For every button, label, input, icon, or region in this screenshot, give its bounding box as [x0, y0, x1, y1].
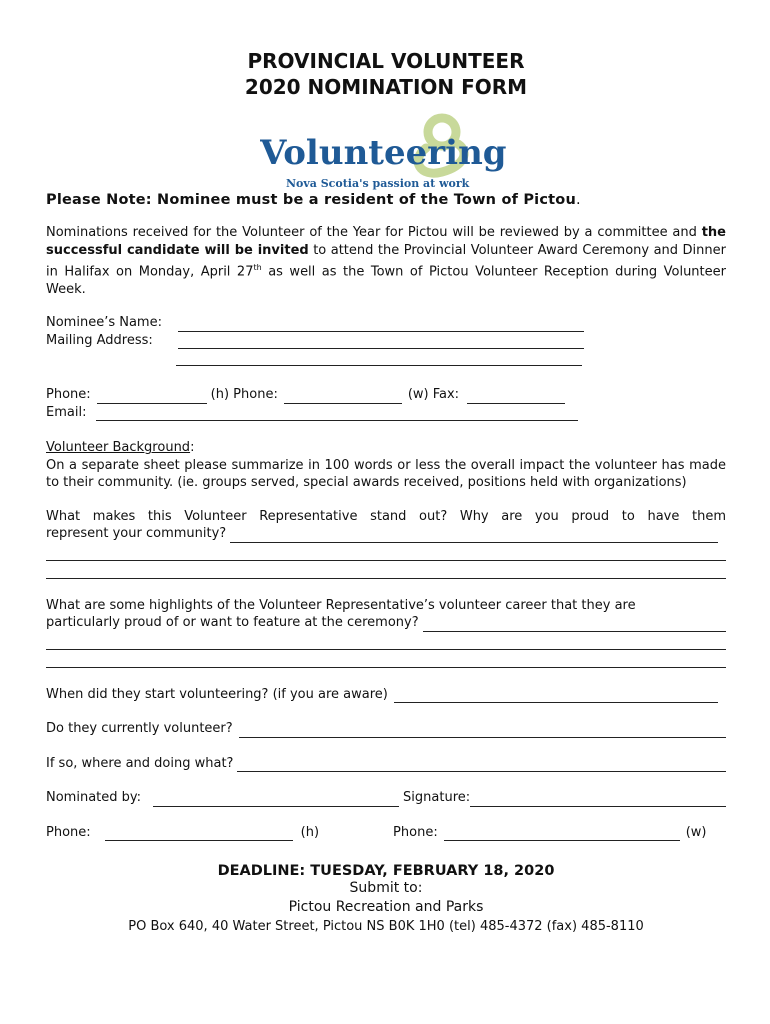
q2-answer-field-3[interactable]	[46, 650, 726, 668]
mailing-address-label: Mailing Address:	[46, 332, 153, 348]
form-page	[46, 48, 726, 936]
question-start	[46, 686, 726, 704]
question-stand-out	[46, 508, 726, 579]
q2-line-1: What are some highlights of the Volunteer Representative’s volunteer career that they are	[46, 597, 636, 613]
nominee-name-field[interactable]	[178, 318, 584, 332]
nominated-by-label: Nominated by:	[46, 790, 142, 806]
q2-answer-field-1[interactable]	[423, 618, 726, 632]
w-label: (w)	[685, 824, 707, 840]
nominator-phone-label: Phone:	[46, 824, 91, 840]
work-phone-field[interactable]	[284, 390, 402, 404]
email-field[interactable]	[96, 407, 578, 421]
q5-answer-field[interactable]	[237, 758, 726, 772]
nominator-phone-row	[46, 824, 726, 842]
background-heading: Volunteer Background:	[46, 440, 195, 456]
h-phone-label: (h) Phone:	[210, 387, 278, 403]
logo-graphic	[260, 108, 510, 198]
question-highlights	[46, 597, 726, 668]
nominee-name-row	[46, 314, 726, 332]
contact-fields	[46, 314, 726, 421]
phone-row	[46, 386, 726, 404]
nominated-by-field[interactable]	[153, 793, 399, 807]
logo-tagline: Nova Scotia's passion at work	[286, 177, 470, 190]
email-label: Email:	[46, 404, 87, 420]
nominee-name-label: Nominee’s Name:	[46, 315, 162, 331]
organization: Pictou Recreation and Parks	[288, 899, 484, 916]
nominator-work-phone-field[interactable]	[444, 827, 680, 841]
mailing-address-row-2	[46, 352, 726, 366]
nominator-phone-label-2: Phone:	[393, 824, 438, 840]
question-current	[46, 720, 726, 738]
q4-label: Do they currently volunteer?	[46, 721, 233, 737]
form-title	[46, 48, 726, 100]
title-line-1: PROVINCIAL VOLUNTEER	[247, 49, 525, 73]
title-line-2: 2020 NOMINATION FORM	[244, 75, 528, 99]
mailing-address-field-1[interactable]	[178, 335, 584, 349]
volunteering-logo	[46, 108, 726, 200]
resident-note: Please Note: Nominee must be a resident of the Town of Pictou.	[46, 192, 581, 208]
q1-line-1: What makes this Volunteer Representative stand out? Why are you proud to have them	[46, 508, 726, 524]
intro-paragraph: Nominations received for the Volunteer of the Year for Pictou will be reviewed by a committee and the successful candidate will be invited to attend the Provincial Volunteer Award Ceremony and Dinner in Halifax on Monday, April 27th as well as the Town of Pictou Volunteer Reception during Volunteer Week.	[46, 225, 726, 297]
volunteer-background	[46, 439, 726, 492]
email-row	[46, 404, 726, 422]
signature-label: Signature:	[403, 790, 471, 806]
nominated-by-row	[46, 789, 726, 807]
q4-answer-field[interactable]	[239, 724, 726, 738]
q1-answer-field-3[interactable]	[46, 561, 726, 579]
signature-field[interactable]	[470, 793, 726, 807]
logo-word: Volunteering	[260, 133, 507, 173]
phone-label: Phone:	[46, 387, 91, 403]
q2-line-2: particularly proud of or want to feature at the ceremony?	[46, 614, 726, 632]
w-fax-label: (w) Fax:	[407, 387, 460, 403]
background-text: On a separate sheet please summarize in 100 words or less the overall impact the volunteer has made to their community. (ie. groups served, special awards received, positions held with organizations)	[46, 457, 726, 491]
question-where	[46, 755, 726, 773]
submission-info	[46, 863, 726, 936]
mailing-address-field-2[interactable]	[176, 352, 582, 366]
h-label: (h)	[300, 824, 320, 840]
q3-answer-field[interactable]	[394, 689, 718, 703]
fax-field[interactable]	[467, 390, 565, 404]
q3-label: When did they start volunteering? (if you are aware)	[46, 686, 388, 702]
submit-to: Submit to:	[349, 880, 423, 897]
q5-label: If so, where and doing what?	[46, 755, 234, 771]
mailing-address-row	[46, 332, 726, 350]
deadline: DEADLINE: TUESDAY, FEBRUARY 18, 2020	[217, 863, 555, 880]
nominator-home-phone-field[interactable]	[105, 827, 293, 841]
mailing-info: PO Box 640, 40 Water Street, Pictou NS B0K 1H0 (tel) 485-4372 (fax) 485-8110	[128, 919, 644, 935]
q2-answer-field-2[interactable]	[46, 632, 726, 650]
q1-answer-field-1[interactable]	[230, 529, 718, 543]
home-phone-field[interactable]	[97, 390, 207, 404]
q1-line-2: represent your community?	[46, 525, 726, 543]
q1-answer-field-2[interactable]	[46, 543, 726, 561]
